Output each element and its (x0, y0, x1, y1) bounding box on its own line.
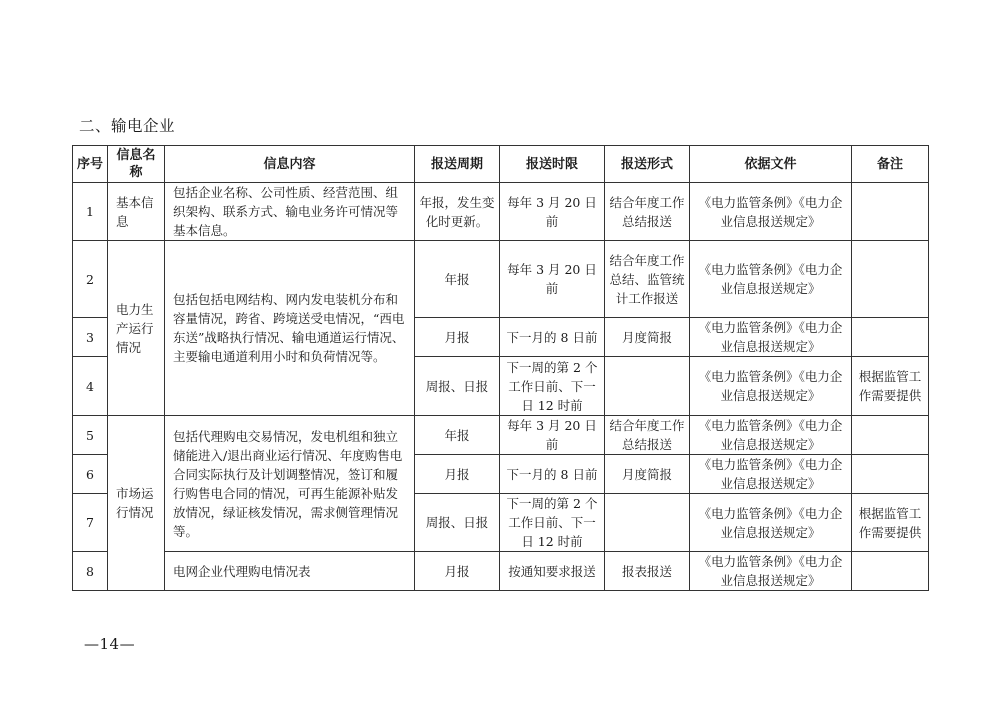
cell-cycle: 月报 (415, 552, 500, 591)
cell-seq: 5 (73, 416, 108, 455)
cell-deadline: 下一月的 8 日前 (500, 318, 605, 357)
cell-cycle: 周报、日报 (415, 494, 500, 552)
cell-content-market: 包括代理购电交易情况，发电机组和独立储能进入/退出商业运行情况、年度购售电合同实际执行及计划调整情况，签订和履行购售电合同的情况，可再生能源补贴发放情况，绿证核发情况，需求侧管理情况等。 (165, 416, 415, 552)
cell-form: 报表报送 (605, 552, 690, 591)
cell-form: 结合年度工作总结报送 (605, 416, 690, 455)
header-basis: 依据文件 (690, 146, 852, 183)
cell-seq: 8 (73, 552, 108, 591)
cell-content-basic: 包括企业名称、公司性质、经营范围、组织架构、联系方式、输电业务许可情况等基本信息。 (165, 183, 415, 241)
cell-name-production: 电力生产运行情况 (108, 241, 165, 416)
cell-remark: 根据监管工作需要提供 (852, 357, 929, 416)
cell-form: 结合年度工作总结报送 (605, 183, 690, 241)
cell-basis: 《电力监管条例》《电力企业信息报送规定》 (690, 455, 852, 494)
section-title: 二、输电企业 (79, 117, 176, 135)
cell-deadline: 下一周的第 2 个工作日前、下一日 12 时前 (500, 357, 605, 416)
cell-remark (852, 552, 929, 591)
cell-cycle: 年报 (415, 416, 500, 455)
cell-basis: 《电力监管条例》《电力企业信息报送规定》 (690, 552, 852, 591)
cell-content: 电网企业代理购电情况表 (165, 552, 415, 591)
cell-remark (852, 183, 929, 241)
cell-basis: 《电力监管条例》《电力企业信息报送规定》 (690, 241, 852, 318)
header-content: 信息内容 (165, 146, 415, 183)
table-row (73, 183, 929, 241)
cell-deadline: 下一月的 8 日前 (500, 455, 605, 494)
cell-form (605, 494, 690, 552)
cell-content-production: 包括包括电网结构、网内发电装机分布和容量情况，跨省、跨境送受电情况，“西电东送”战略执行情况、输电通道运行情况、主要输电通道利用小时和负荷情况等。 (165, 241, 415, 416)
header-name: 信息名称 (108, 146, 165, 183)
cell-name-market: 市场运行情况 (108, 416, 165, 591)
cell-remark: 根据监管工作需要提供 (852, 494, 929, 552)
cell-cycle: 月报 (415, 455, 500, 494)
cell-seq: 1 (73, 183, 108, 241)
cell-name-basic: 基本信息 (108, 183, 165, 241)
cell-basis: 《电力监管条例》《电力企业信息报送规定》 (690, 318, 852, 357)
header-deadline: 报送时限 (500, 146, 605, 183)
cell-cycle: 年报 (415, 241, 500, 318)
cell-basis: 《电力监管条例》《电力企业信息报送规定》 (690, 416, 852, 455)
cell-deadline: 按通知要求报送 (500, 552, 605, 591)
table-row (73, 552, 929, 591)
cell-seq: 2 (73, 241, 108, 318)
cell-cycle: 月报 (415, 318, 500, 357)
cell-form: 结合年度工作总结、监管统计工作报送 (605, 241, 690, 318)
cell-seq: 7 (73, 494, 108, 552)
cell-deadline: 每年 3 月 20 日前 (500, 183, 605, 241)
cell-seq: 4 (73, 357, 108, 416)
info-table (72, 145, 929, 591)
cell-cycle: 年报，发生变化时更新。 (415, 183, 500, 241)
cell-form: 月度简报 (605, 318, 690, 357)
table-header-row (73, 146, 929, 183)
cell-basis: 《电力监管条例》《电力企业信息报送规定》 (690, 183, 852, 241)
cell-form: 月度简报 (605, 455, 690, 494)
cell-deadline: 每年 3 月 20 日前 (500, 241, 605, 318)
cell-remark (852, 318, 929, 357)
cell-remark (852, 241, 929, 318)
page-number: —14— (84, 635, 136, 653)
cell-basis: 《电力监管条例》《电力企业信息报送规定》 (690, 494, 852, 552)
table-row (73, 241, 929, 318)
cell-basis: 《电力监管条例》《电力企业信息报送规定》 (690, 357, 852, 416)
cell-seq: 6 (73, 455, 108, 494)
header-seq: 序号 (73, 146, 108, 183)
cell-remark (852, 416, 929, 455)
header-form: 报送形式 (605, 146, 690, 183)
cell-deadline: 下一周的第 2 个工作日前、下一日 12 时前 (500, 494, 605, 552)
cell-form (605, 357, 690, 416)
header-remark: 备注 (852, 146, 929, 183)
header-cycle: 报送周期 (415, 146, 500, 183)
cell-deadline: 每年 3 月 20 日前 (500, 416, 605, 455)
table-row (73, 416, 929, 455)
cell-seq: 3 (73, 318, 108, 357)
cell-remark (852, 455, 929, 494)
cell-cycle: 周报、日报 (415, 357, 500, 416)
